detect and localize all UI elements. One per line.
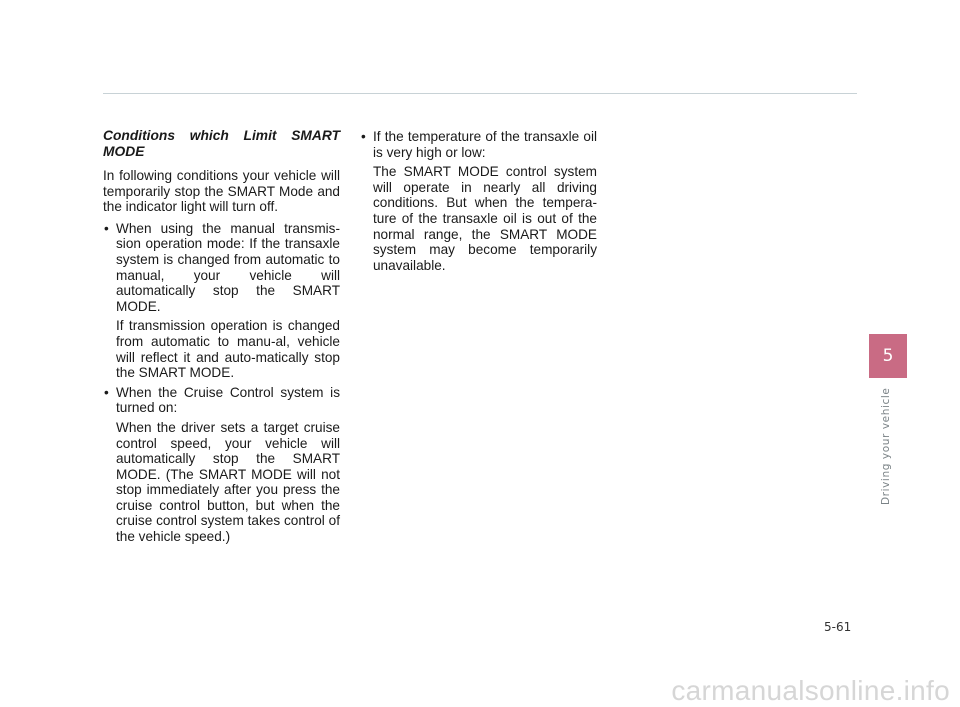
- bullet-icon: •: [361, 129, 366, 144]
- header-rule: [103, 93, 857, 94]
- right-column: [360, 129, 597, 277]
- chapter-number: 5: [882, 346, 894, 366]
- bullet-detail: If transmission operation is changed from automatic to manu-al, vehicle will reflect it and auto-matically stop the SMART MODE.: [116, 318, 340, 381]
- bullet-text: When the Cruise Control system is turned on:: [116, 384, 340, 416]
- bullet-detail: When the driver sets a target cruise control speed, your vehicle will automatically stop the SMART MODE. (The SMART MODE will not stop immediately after you press the cruise control button, but when the cruise control system takes control of the vehicle speed.): [116, 419, 340, 545]
- watermark: carmanualsonline.info: [671, 675, 950, 706]
- bullet-text: If the temperature of the transaxle oil is very high or low:: [373, 129, 597, 160]
- left-column: [103, 128, 340, 549]
- page-number: 5-61: [824, 620, 852, 634]
- bullet-item: [103, 385, 340, 416]
- chapter-tab: [869, 334, 907, 378]
- chapter-title: Driving your vehicle: [880, 387, 892, 505]
- bullet-detail: The SMART MODE control system will operate in nearly all driving conditions. But when the tempera-ture of the transaxle oil is out of the normal range, the SMART MODE system may become temporarily unavailable.: [373, 164, 597, 273]
- intro-paragraph: In following conditions your vehicle will temporarily stop the SMART Mode and the indicator light will turn off.: [103, 168, 340, 215]
- bullet-item: [103, 221, 340, 315]
- bullet-item: [360, 129, 597, 160]
- bullet-icon: •: [104, 384, 109, 400]
- section-heading: Conditions which Limit SMART MODE: [103, 128, 340, 159]
- bullet-text: When using the manual transmis-sion operation mode: If the transaxle system is changed from automatic to manual, your vehicle will automatically stop the SMART MODE.: [116, 220, 340, 314]
- bullet-icon: •: [104, 220, 109, 236]
